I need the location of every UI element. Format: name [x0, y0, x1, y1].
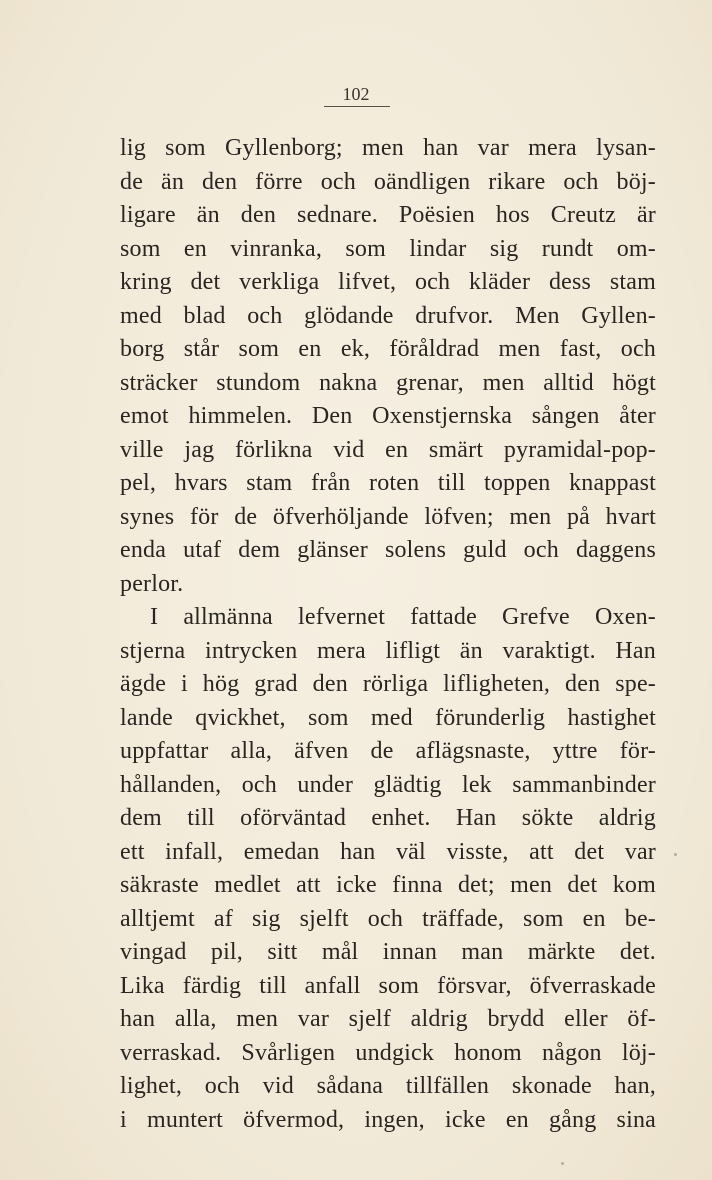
text-line: verraskad. Svårligen undgick honom någon löj- — [120, 1039, 656, 1066]
text-line: borg står som en ek, föråldrad men fast, och — [120, 336, 656, 362]
text-line: ville jag förlikna vid en smärt pyramidal-pop- — [120, 436, 656, 463]
text-line: sträcker stundom nakna grenar, men alltid högt — [120, 369, 656, 396]
text-line: ett infall, emedan han väl visste, att det var — [120, 838, 656, 865]
text-line: synes för de öfverhöljande löfven; men på hvart — [120, 503, 656, 530]
text-line: Lika färdig till anfall som försvar, öfverraskade — [120, 972, 656, 999]
paper-speck — [674, 853, 677, 856]
text-line: perlor. — [120, 570, 184, 597]
text-line: hållanden, och under glädtig lek sammanbinder — [120, 771, 656, 798]
text-line: lighet, och vid sådana tillfällen skonade han, — [120, 1073, 656, 1099]
text-line: kring det verkliga lifvet, och kläder dess stam — [120, 269, 656, 295]
text-line: dem till oförväntad enhet. Han sökte aldrig — [120, 805, 656, 831]
text-line: vingad pil, sitt mål innan man märkte det. — [120, 939, 656, 965]
text-line: lig som Gyllenborg; men han var mera lysan- — [120, 135, 656, 161]
text-line: med blad och glödande drufvor. Men Gyllen- — [120, 302, 656, 329]
text-line: de än den förre och oändligen rikare och böj- — [120, 168, 656, 195]
page-number-rule — [324, 106, 390, 107]
paper-speck — [561, 1162, 564, 1165]
text-line: pel, hvars stam från roten till toppen knappast — [120, 470, 656, 496]
text-line: enda utaf dem glänser solens guld och daggens — [120, 537, 656, 563]
text-line: lande qvickhet, som med förunderlig hastighet — [120, 704, 656, 731]
body-text — [120, 132, 656, 1137]
text-line: ägde i hög grad den rörliga lifligheten, den spe- — [120, 671, 656, 697]
text-line: som en vinranka, som lindar sig rundt om- — [120, 235, 656, 262]
text-line: alltjemt af sig sjelft och träffade, som en be- — [120, 905, 656, 932]
text-line: emot himmelen. Den Oxenstjernska sången åter — [120, 403, 656, 429]
text-line: I allmänna lefvernet fattade Grefve Oxen- — [150, 604, 656, 630]
text-line: han alla, men var sjelf aldrig brydd eller öf- — [120, 1006, 656, 1032]
text-line: i muntert öfvermod, ingen, icke en gång sina — [120, 1106, 656, 1133]
text-line: stjerna intrycken mera lifligt än varaktigt. Han — [120, 637, 656, 664]
text-line: uppfattar alla, äfven de aflägsnaste, yttre för- — [120, 738, 656, 764]
text-line: säkraste medlet att icke finna det; men det kom — [120, 872, 656, 898]
text-line: ligare än den sednare. Poësien hos Creutz är — [120, 202, 656, 228]
page-number: 102 — [342, 84, 370, 104]
